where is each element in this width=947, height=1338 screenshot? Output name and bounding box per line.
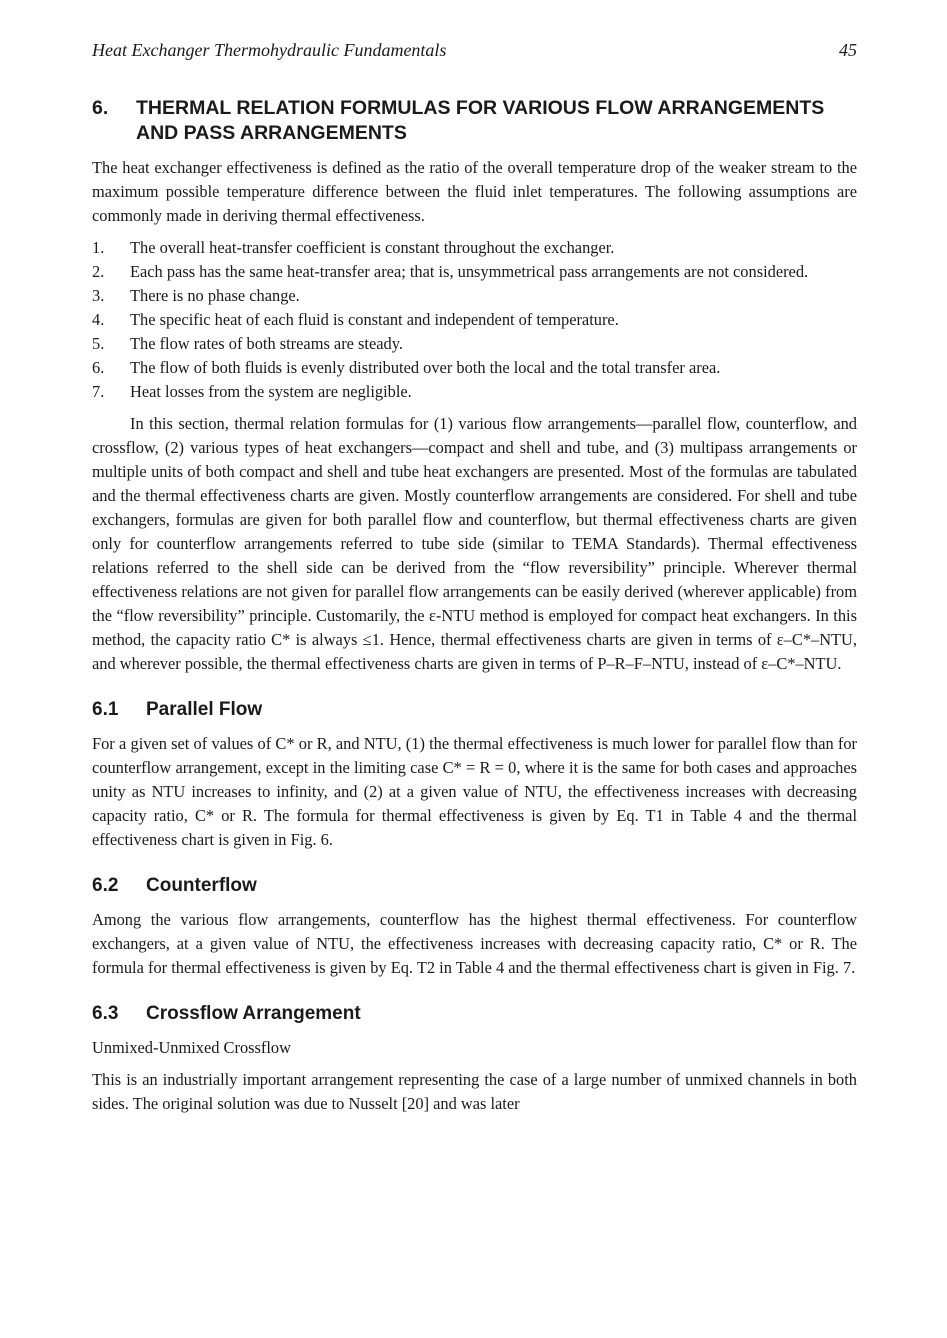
list-item-number: 2. [92,262,105,281]
list-item [92,260,857,284]
subsection-title: Parallel Flow [146,699,263,720]
subsection-heading-crossflow [92,1002,857,1026]
list-item-number: 6. [92,358,105,377]
page-number: 45 [839,40,857,60]
subsection-title: Counterflow [146,875,257,896]
list-item-number: 4. [92,310,105,329]
crossflow-paragraph: This is an industrially important arrangement representing the case of a large number of unmixed channels in both sides. The original solution was due to Nusselt [20] and was later [92,1070,857,1113]
list-item-text: The specific heat of each fluid is constant and independent of temperature. [130,310,619,329]
section-intro-paragraph: The heat exchanger effectiveness is defined as the ratio of the overall temperature drop of the weaker stream to the maximum possible temperature difference between the fluid inlet temperatures. The following assumptions are commonly made in deriving thermal effectiveness. [92,158,857,225]
subsection-heading-parallel-flow [92,698,857,722]
subsection-number: 6.2 [92,875,119,896]
list-item [92,332,857,356]
crossflow-subheading: Unmixed-Unmixed Crossflow [92,1038,291,1057]
section-title: THERMAL RELATION FORMULAS FOR VARIOUS FLOW ARRANGEMENTS AND PASS ARRANGEMENTS [136,97,825,144]
page [92,40,857,1116]
subsection-number: 6.3 [92,1003,119,1024]
section-heading [92,96,857,146]
assumptions-list [92,236,857,404]
section-number: 6. [92,97,109,119]
running-title: Heat Exchanger Thermohydraulic Fundamentals [92,40,447,60]
counterflow-paragraph: Among the various flow arrangements, counterflow has the highest thermal effectiveness. For counterflow exchangers, at a given value of NTU, the effectiveness increases with decreasing capacity ratio, C* or R. The formula for thermal effectiveness is given by Eq. T2 in Table 4 and the thermal effectiveness chart is given in Fig. 7. [92,910,857,977]
parallel-flow-paragraph: For a given set of values of C* or R, and NTU, (1) the thermal effectiveness is much lower for parallel flow than for counterflow arrangement, except in the limiting case C* = R = 0, where it is the same for both cases and approaches unity as NTU increases to infinity, and (2) at a given value of NTU, the effectiveness increases with decreasing capacity ratio, C* or R. The formula for thermal effectiveness is given by Eq. T1 in Table 4 and the thermal effectiveness chart is given in Fig. 6. [92,734,857,849]
subsection-heading-counterflow [92,874,857,898]
list-item-text: The flow rates of both streams are steady. [130,334,403,353]
list-item-number: 1. [92,238,105,257]
section-body-paragraph: In this section, thermal relation formulas for (1) various flow arrangements—parallel flow, counterflow, and crossflow, (2) various types of heat exchangers—compact and shell and tube, and (3) multipass arrangements or multiple units of both compact and shell and tube heat exchangers are presented. Most of the formulas are tabulated and the thermal effectiveness charts are given. Mostly counterflow arrangements are considered. For shell and tube exchangers, formulas are given for both parallel flow and counterflow, but thermal effectiveness charts are given only for counterflow arrangements referred to tube side (similar to TEMA Standards). Thermal effectiveness relations referred to the shell side can be derived from the “flow reversibility” principle. Wherever thermal effectiveness relations are not given for parallel flow arrangements can be easily derived (wherever applicable) from the “flow reversibility” principle. Customarily, the ε-NTU method is employed for compact heat exchangers. In this method, the capacity ratio C* is always ≤1. Hence, thermal effectiveness charts are given in terms of ε–C*–NTU, and wherever possible, the thermal effectiveness charts are given in terms of P–R–F–NTU, instead of ε–C*–NTU. [92,414,857,673]
running-head [92,40,857,70]
list-item-text: The flow of both fluids is evenly distributed over both the local and the total transfer area. [130,358,721,377]
list-item [92,380,857,404]
list-item-text: Heat losses from the system are negligible. [130,382,412,401]
list-item-text: The overall heat-transfer coefficient is constant throughout the exchanger. [130,238,615,257]
list-item-number: 5. [92,334,105,353]
list-item-number: 3. [92,286,105,305]
list-item [92,284,857,308]
subsection-title: Crossflow Arrangement [146,1003,361,1024]
list-item-number: 7. [92,382,105,401]
list-item-text: There is no phase change. [130,286,300,305]
list-item [92,236,857,260]
list-item-text: Each pass has the same heat-transfer area; that is, unsymmetrical pass arrangements are not considered. [130,262,809,281]
subsection-number: 6.1 [92,699,119,720]
list-item [92,356,857,380]
list-item [92,308,857,332]
